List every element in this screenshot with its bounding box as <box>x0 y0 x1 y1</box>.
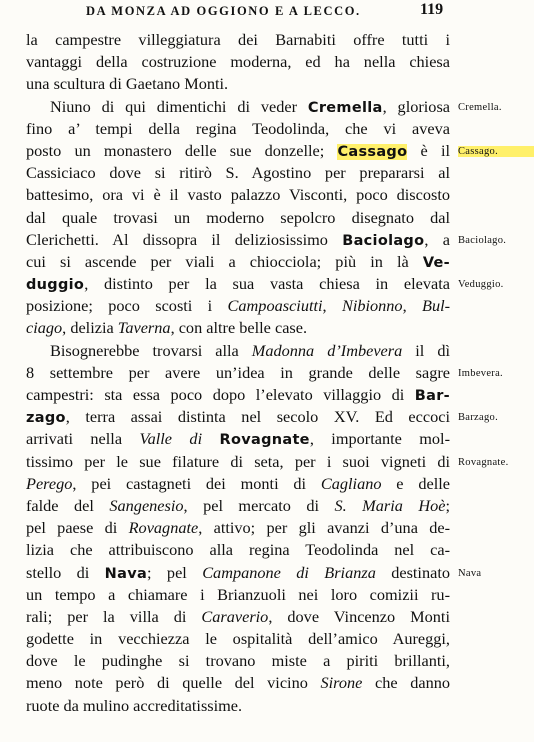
running-header: DA MONZA AD OGGIONO E A LECCO. <box>86 4 361 18</box>
text-line <box>26 473 450 495</box>
text-line <box>26 672 450 694</box>
margin-note: Nava <box>458 567 482 579</box>
text-run: , a <box>424 229 450 249</box>
text-line <box>26 51 450 73</box>
body-text <box>26 29 450 717</box>
italic-name: Madonna d’Imbevera <box>251 340 403 360</box>
text-run: ; <box>445 495 450 515</box>
text-run: , pei castagneti dei monti di <box>72 473 321 493</box>
text-line <box>26 207 450 229</box>
text-line <box>26 140 450 162</box>
margin-note: Baciolago. <box>458 234 507 246</box>
text-line <box>26 695 450 717</box>
italic-name: S. Maria Hoè <box>334 495 446 515</box>
text-line <box>26 295 450 317</box>
text-run: , <box>322 296 342 316</box>
text-line <box>26 251 450 273</box>
text-run: fino a’ tempi della regina Teodolinda, che vi aveva <box>26 118 450 138</box>
text-line <box>26 118 450 140</box>
text-run: lizia che attribuiscono alla regina Teodolinda nel ca- <box>26 540 450 560</box>
text-run: rali; per la villa di <box>26 606 202 626</box>
text-line <box>26 650 450 672</box>
place-name: Rovagnate <box>219 432 310 449</box>
text-line <box>26 517 450 539</box>
text-line <box>26 606 450 628</box>
text-run: campestri: sta essa poco dopo l’elevato villaggio di <box>26 385 415 404</box>
text-run: battesimo, ora vi è il vasto palazzo Visconti, poco discosto <box>26 185 450 205</box>
place-name: Cassago <box>337 143 408 160</box>
italic-name: Campoasciutti <box>227 296 323 316</box>
text-run: stello di <box>26 562 105 582</box>
text-line <box>26 451 450 473</box>
margin-note: Veduggio. <box>458 279 504 291</box>
text-line <box>26 562 450 584</box>
text-run: , importante mol- <box>309 429 450 449</box>
text-line <box>26 406 450 428</box>
place-name: Bar- <box>414 388 450 404</box>
text-run: falde del <box>26 495 110 515</box>
italic-name: Sangenesio <box>109 495 184 515</box>
page-number: 119 <box>420 1 444 18</box>
italic-name: Sirone <box>320 673 363 693</box>
italic-name: Valle di <box>139 429 220 449</box>
text-run: , attivo; per gli avanzi d’una de- <box>198 518 450 538</box>
place-name: zago <box>26 410 66 427</box>
text-run: Clerichetti. Al dissopra il deliziosissimo <box>26 229 343 249</box>
place-name: duggio <box>26 277 85 294</box>
text-run: pel paese di <box>26 518 129 538</box>
italic-name: Campanone di Brianza <box>202 562 376 582</box>
text-run: il dì <box>402 340 450 360</box>
text-run: una scultura di Gaetano Monti. <box>26 74 229 94</box>
text-line <box>26 29 450 51</box>
text-line <box>26 539 450 561</box>
text-line <box>26 384 450 406</box>
text-line <box>26 184 450 206</box>
text-run: , delizia <box>62 318 118 338</box>
text-run: arrivati nella <box>26 429 140 449</box>
place-name: Cremella <box>307 99 383 116</box>
text-run: Niuno di qui dimentichi di veder <box>50 96 308 116</box>
text-line <box>26 495 450 517</box>
text-run: Cassiciaco dove si ritirò S. Agostino per prepararsi al <box>26 163 450 183</box>
text-line <box>26 584 450 606</box>
text-line <box>26 96 450 118</box>
italic-name: Caraverio <box>201 606 269 626</box>
place-name: Nava <box>104 565 148 582</box>
text-run: , gloriosa <box>382 96 450 116</box>
text-run: cui si ascende per viali a chiocciola; più in là <box>26 251 423 271</box>
text-run: , con altre belle case. <box>170 318 308 338</box>
margin-note: Rovagnate. <box>458 456 509 468</box>
text-line <box>26 317 450 339</box>
text-run: posto un monastero delle sue donzelle; <box>26 140 338 160</box>
text-run: vantaggi della costruzione moderna, ed ha nella chiesa <box>26 52 450 72</box>
text-line <box>26 628 450 650</box>
text-run: posizione; poco scosti i <box>26 296 228 316</box>
margin-note: Cremella. <box>458 101 502 113</box>
text-run: destinato <box>375 562 450 582</box>
margin-note: Imbevera. <box>458 368 503 379</box>
italic-name: Perego <box>26 473 73 493</box>
italic-name: ciago <box>26 318 63 338</box>
italic-name: Bul- <box>422 296 450 316</box>
text-run: , dove Vincenzo Monti <box>268 606 450 626</box>
text-run: ; pel <box>147 562 203 582</box>
italic-name: Rovagnate <box>128 518 199 538</box>
text-line <box>26 229 450 251</box>
text-run: , terra assai distinta nel secolo XV. Ed eccoci <box>65 407 450 427</box>
margin-note: Barzago. <box>458 412 499 424</box>
italic-name: Nibionno <box>341 296 403 316</box>
text-run: un tempo a chiamare i Brianzuoli nei loro comizii ru- <box>26 584 450 604</box>
margin-note: Cassago. <box>458 146 534 157</box>
place-name: Baciolago <box>342 232 425 249</box>
text-run: dal quale trovasi un moderno sepolcro disegnato dal <box>26 207 450 227</box>
text-line <box>26 73 450 95</box>
text-line <box>26 428 450 450</box>
text-run: Bisognerebbe trovarsi alla <box>50 340 252 360</box>
text-run: ruote da mulino accreditatissime. <box>26 695 243 715</box>
text-line <box>26 273 450 295</box>
text-line <box>26 162 450 184</box>
text-run: e delle <box>381 473 450 493</box>
text-run: tissimo per le sue filature di seta, per i suoi vigneti di <box>26 451 450 471</box>
italic-name: Cagliano <box>320 473 382 493</box>
text-run: meno note però di quelle del vicino <box>26 673 321 693</box>
place-name: Ve- <box>422 254 450 271</box>
italic-name: Taverna <box>117 318 171 338</box>
text-line <box>26 340 450 362</box>
text-run: , distinto per la sua vasta chiesa in elevata <box>84 274 450 294</box>
text-run: 8 settembre per avere un’idea in grande delle sagre <box>26 362 450 382</box>
text-run: la campestre villeggiatura dei Barnabiti offre tutti i <box>26 30 450 49</box>
text-line <box>26 362 450 384</box>
text-run: dove le pudinghe si trovano miste a piriti brillanti, <box>26 651 450 671</box>
text-run: , <box>402 296 422 316</box>
text-run: godette in vecchiezza le ospitalità dell’amico Aureggi, <box>26 629 450 649</box>
text-run: , pel mercato di <box>183 495 335 515</box>
text-run: è il <box>407 140 450 160</box>
text-run: che danno <box>362 673 450 693</box>
